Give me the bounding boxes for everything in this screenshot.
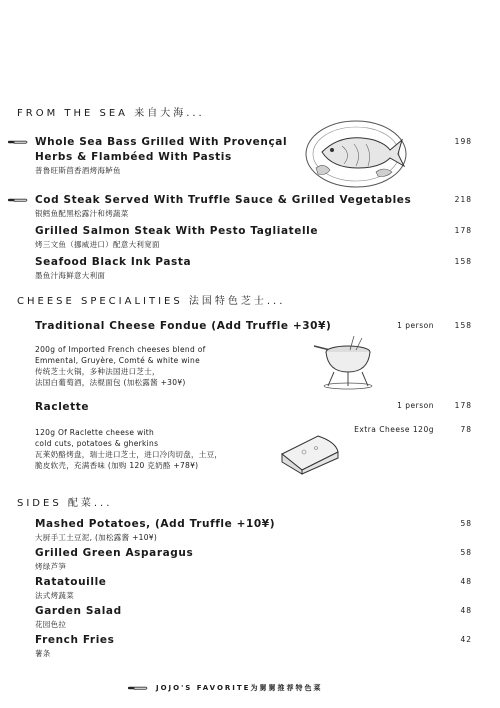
dish-price: 58 bbox=[460, 519, 472, 528]
dish-cn: 薯条 bbox=[35, 649, 51, 658]
fondue-description: 200g of Imported French cheeses blend of Emmental, Gruyère, Comté & white wine 传统芝士火锅，多种法国进口芝士， 法国白葡萄酒，法棍面包 (加松露酱 +30¥) bbox=[35, 345, 206, 387]
dish-name: Garden Salad bbox=[35, 605, 122, 617]
dish-price: 158 bbox=[454, 321, 472, 330]
dish-price: 178 bbox=[454, 226, 472, 235]
dish-price: 218 bbox=[454, 195, 472, 204]
footer-legend bbox=[128, 683, 322, 693]
dish-name-raclette: Raclette bbox=[35, 401, 90, 413]
dish-name: Grilled Green Asparagus bbox=[35, 547, 194, 559]
dish-cn: 墨鱼汁海鲜意大利面 bbox=[35, 271, 106, 280]
dish-cn: 法式烤蔬菜 bbox=[35, 591, 74, 600]
dish-cn: 银鳕鱼配黑松露汁和烤蔬菜 bbox=[35, 209, 129, 218]
knife-icon bbox=[8, 139, 28, 145]
dish-cn: 烤绿芦笋 bbox=[35, 562, 67, 571]
knife-icon bbox=[8, 197, 28, 203]
cheese-wedge-illustration bbox=[278, 430, 342, 476]
dish-price: 42 bbox=[460, 635, 472, 644]
dish-name: Grilled Salmon Steak With Pesto Tagliatelle bbox=[35, 225, 319, 237]
dish-name: Mashed Potatoes, (Add Truffle +10¥) bbox=[35, 518, 276, 530]
dish-cn: 大厨手工土豆泥, (加松露酱 +10¥) bbox=[35, 533, 158, 542]
extra-cheese-price: 78 bbox=[460, 425, 472, 434]
section-title-sea: FROM THE SEA 来自大海... bbox=[17, 108, 205, 119]
dish-cn: 普鲁旺斯茴香酒烤海鲈鱼 bbox=[35, 166, 121, 175]
fondue-pot-illustration bbox=[310, 332, 380, 390]
fish-plate-illustration bbox=[302, 110, 410, 192]
dish-name: French Fries bbox=[35, 634, 115, 646]
knife-icon bbox=[128, 685, 148, 691]
raclette-description: 120g Of Raclette cheese with cold cuts, potatoes & gherkins 瓦莱奶酪烤盘，瑞士进口芝士，进口冷肉切盘，土豆， 脆皮软壳，充满香味 (加购 120 克奶酪 +78¥) bbox=[35, 428, 223, 470]
dish-name: Seafood Black Ink Pasta bbox=[35, 256, 192, 268]
dish-price: 158 bbox=[454, 257, 472, 266]
dish-name: Ratatouille bbox=[35, 576, 107, 588]
extra-cheese-label: Extra Cheese 120g bbox=[354, 425, 434, 434]
footer-label-cn: 为舅舅推荐特色菜 bbox=[250, 684, 323, 692]
section-title-cheese: CHEESE SPECIALITIES 法国特色芝士... bbox=[17, 296, 286, 307]
dish-price: 58 bbox=[460, 548, 472, 557]
dish-name-fondue: Traditional Cheese Fondue (Add Truffle +30¥) bbox=[35, 320, 332, 332]
dish-name: Whole Sea Bass Grilled With Provençal bbox=[35, 136, 288, 148]
dish-cn: 烤三文鱼（挪威进口）配意大利宽面 bbox=[35, 240, 160, 249]
dish-price: 178 bbox=[454, 401, 472, 410]
dish-price: 48 bbox=[460, 606, 472, 615]
section-title-sides: SIDES 配菜... bbox=[17, 498, 113, 509]
dish-qty: 1 person bbox=[397, 401, 434, 410]
dish-name-cont: Herbs & Flambéed With Pastis bbox=[35, 151, 232, 163]
dish-name: Cod Steak Served With Truffle Sauce & Grilled Vegetables bbox=[35, 194, 412, 206]
footer-label: JOJO'S FAVORITE bbox=[156, 684, 251, 692]
dish-price: 198 bbox=[454, 137, 472, 146]
dish-qty: 1 person bbox=[397, 321, 434, 330]
dish-cn: 花园色拉 bbox=[35, 620, 67, 629]
dish-price: 48 bbox=[460, 577, 472, 586]
